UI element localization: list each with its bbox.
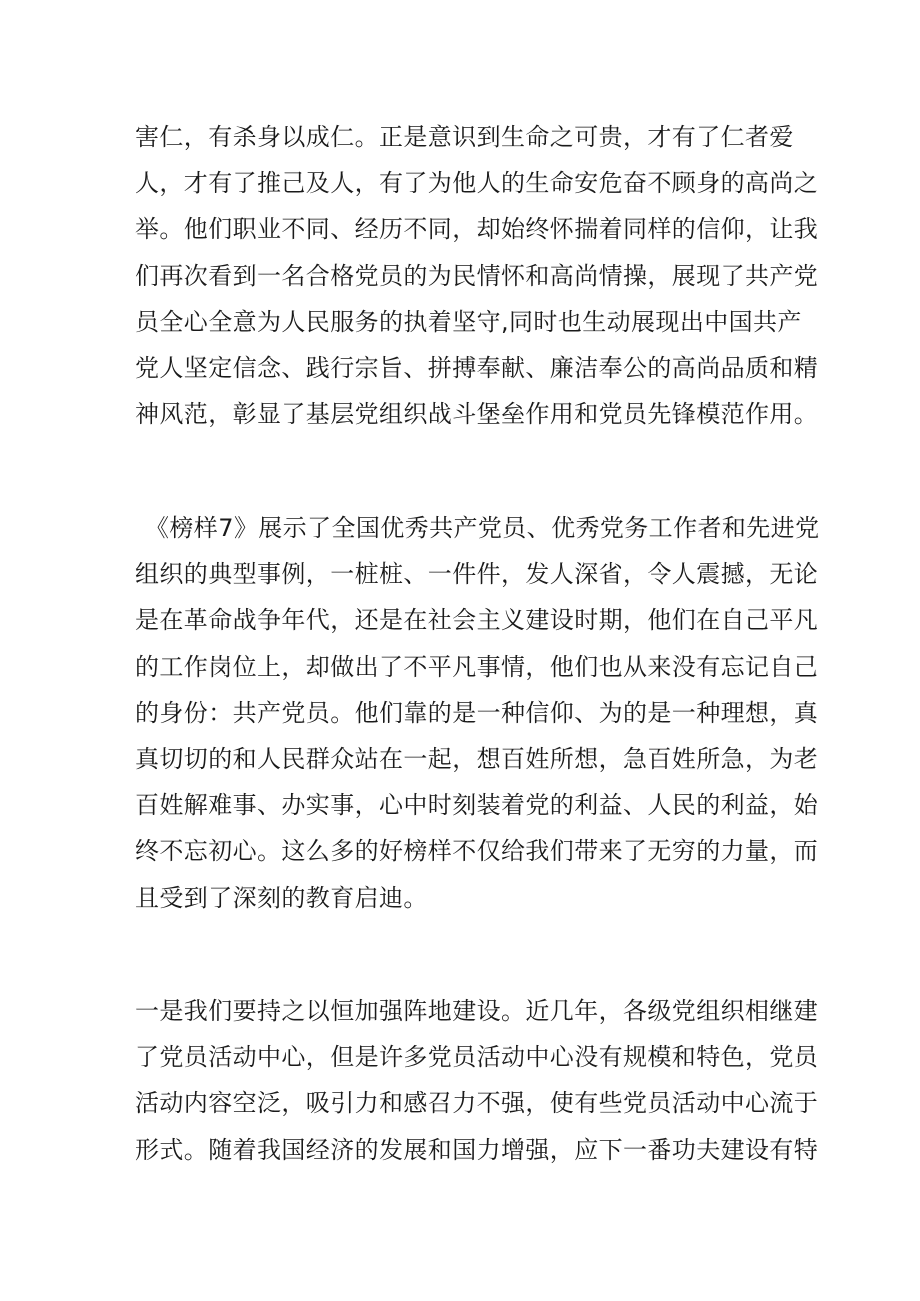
text-line: 《榜样7》展示了全国优秀共产党员、优秀党务工作者和先进党: [145, 514, 820, 542]
text-line: 的身份：共产党员。他们靠的是一种信仰、为的是一种理想，真: [135, 698, 819, 727]
text-line: 形式。随着我国经济的发展和国力增强，应下一番功夫建设有特: [135, 1135, 819, 1164]
text-line: 举。他们职业不同、经历不同，却始终怀揣着同样的信仰，让我: [135, 215, 819, 244]
text-line: 组织的典型事例，一桩桩、一件件，发人深省，令人震撼，无论: [135, 560, 819, 589]
text-line: 人，才有了推己及人，有了为他人的生命安危奋不顾身的高尚之: [135, 169, 819, 198]
text-line: 害仁，有杀身以成仁。正是意识到生命之可贵，才有了仁者爱: [135, 123, 794, 151]
text-line: 百姓解难事、办实事，心中时刻装着党的利益、人民的利益，始: [135, 791, 819, 820]
text-line: 们再次看到一名合格党员的为民情怀和高尚情操，展现了共产党: [135, 261, 819, 290]
text-line: 一是我们要持之以恒加强阵地建设。近几年，各级党组织相继建: [135, 997, 819, 1025]
text-line: 终不忘初心。这么多的好榜样不仅给我们带来了无穷的力量，而: [135, 837, 819, 866]
text-line: 活动内容空泛，吸引力和感召力不强，使有些党员活动中心流于: [135, 1089, 819, 1118]
paragraph-2: [135, 505, 820, 921]
paragraph-3: [135, 988, 819, 1173]
text-line: 员全心全意为人民服务的执着坚守,同时也生动展现出中国共产: [135, 307, 802, 336]
text-line: 神风范，彰显了基层党组织战斗堡垒作用和党员先锋模范作用。: [135, 400, 819, 429]
text-line: 党人坚定信念、践行宗旨、拼搏奉献、廉洁奉公的高尚品质和精: [135, 354, 819, 383]
text-line: 了党员活动中心，但是许多党员活动中心没有规模和特色，党员: [135, 1043, 819, 1072]
text-line: 是在革命战争年代，还是在社会主义建设时期，他们在自己平凡: [135, 606, 819, 635]
text-line: 真切切的和人民群众站在一起，想百姓所想，急百姓所急，为老: [135, 745, 819, 774]
text-line: 且受到了深刻的教育启迪。: [135, 883, 428, 912]
text-line: 的工作岗位上，却做出了不平凡事情，他们也从来没有忘记自己: [135, 652, 819, 681]
paragraph-1: [135, 114, 819, 437]
